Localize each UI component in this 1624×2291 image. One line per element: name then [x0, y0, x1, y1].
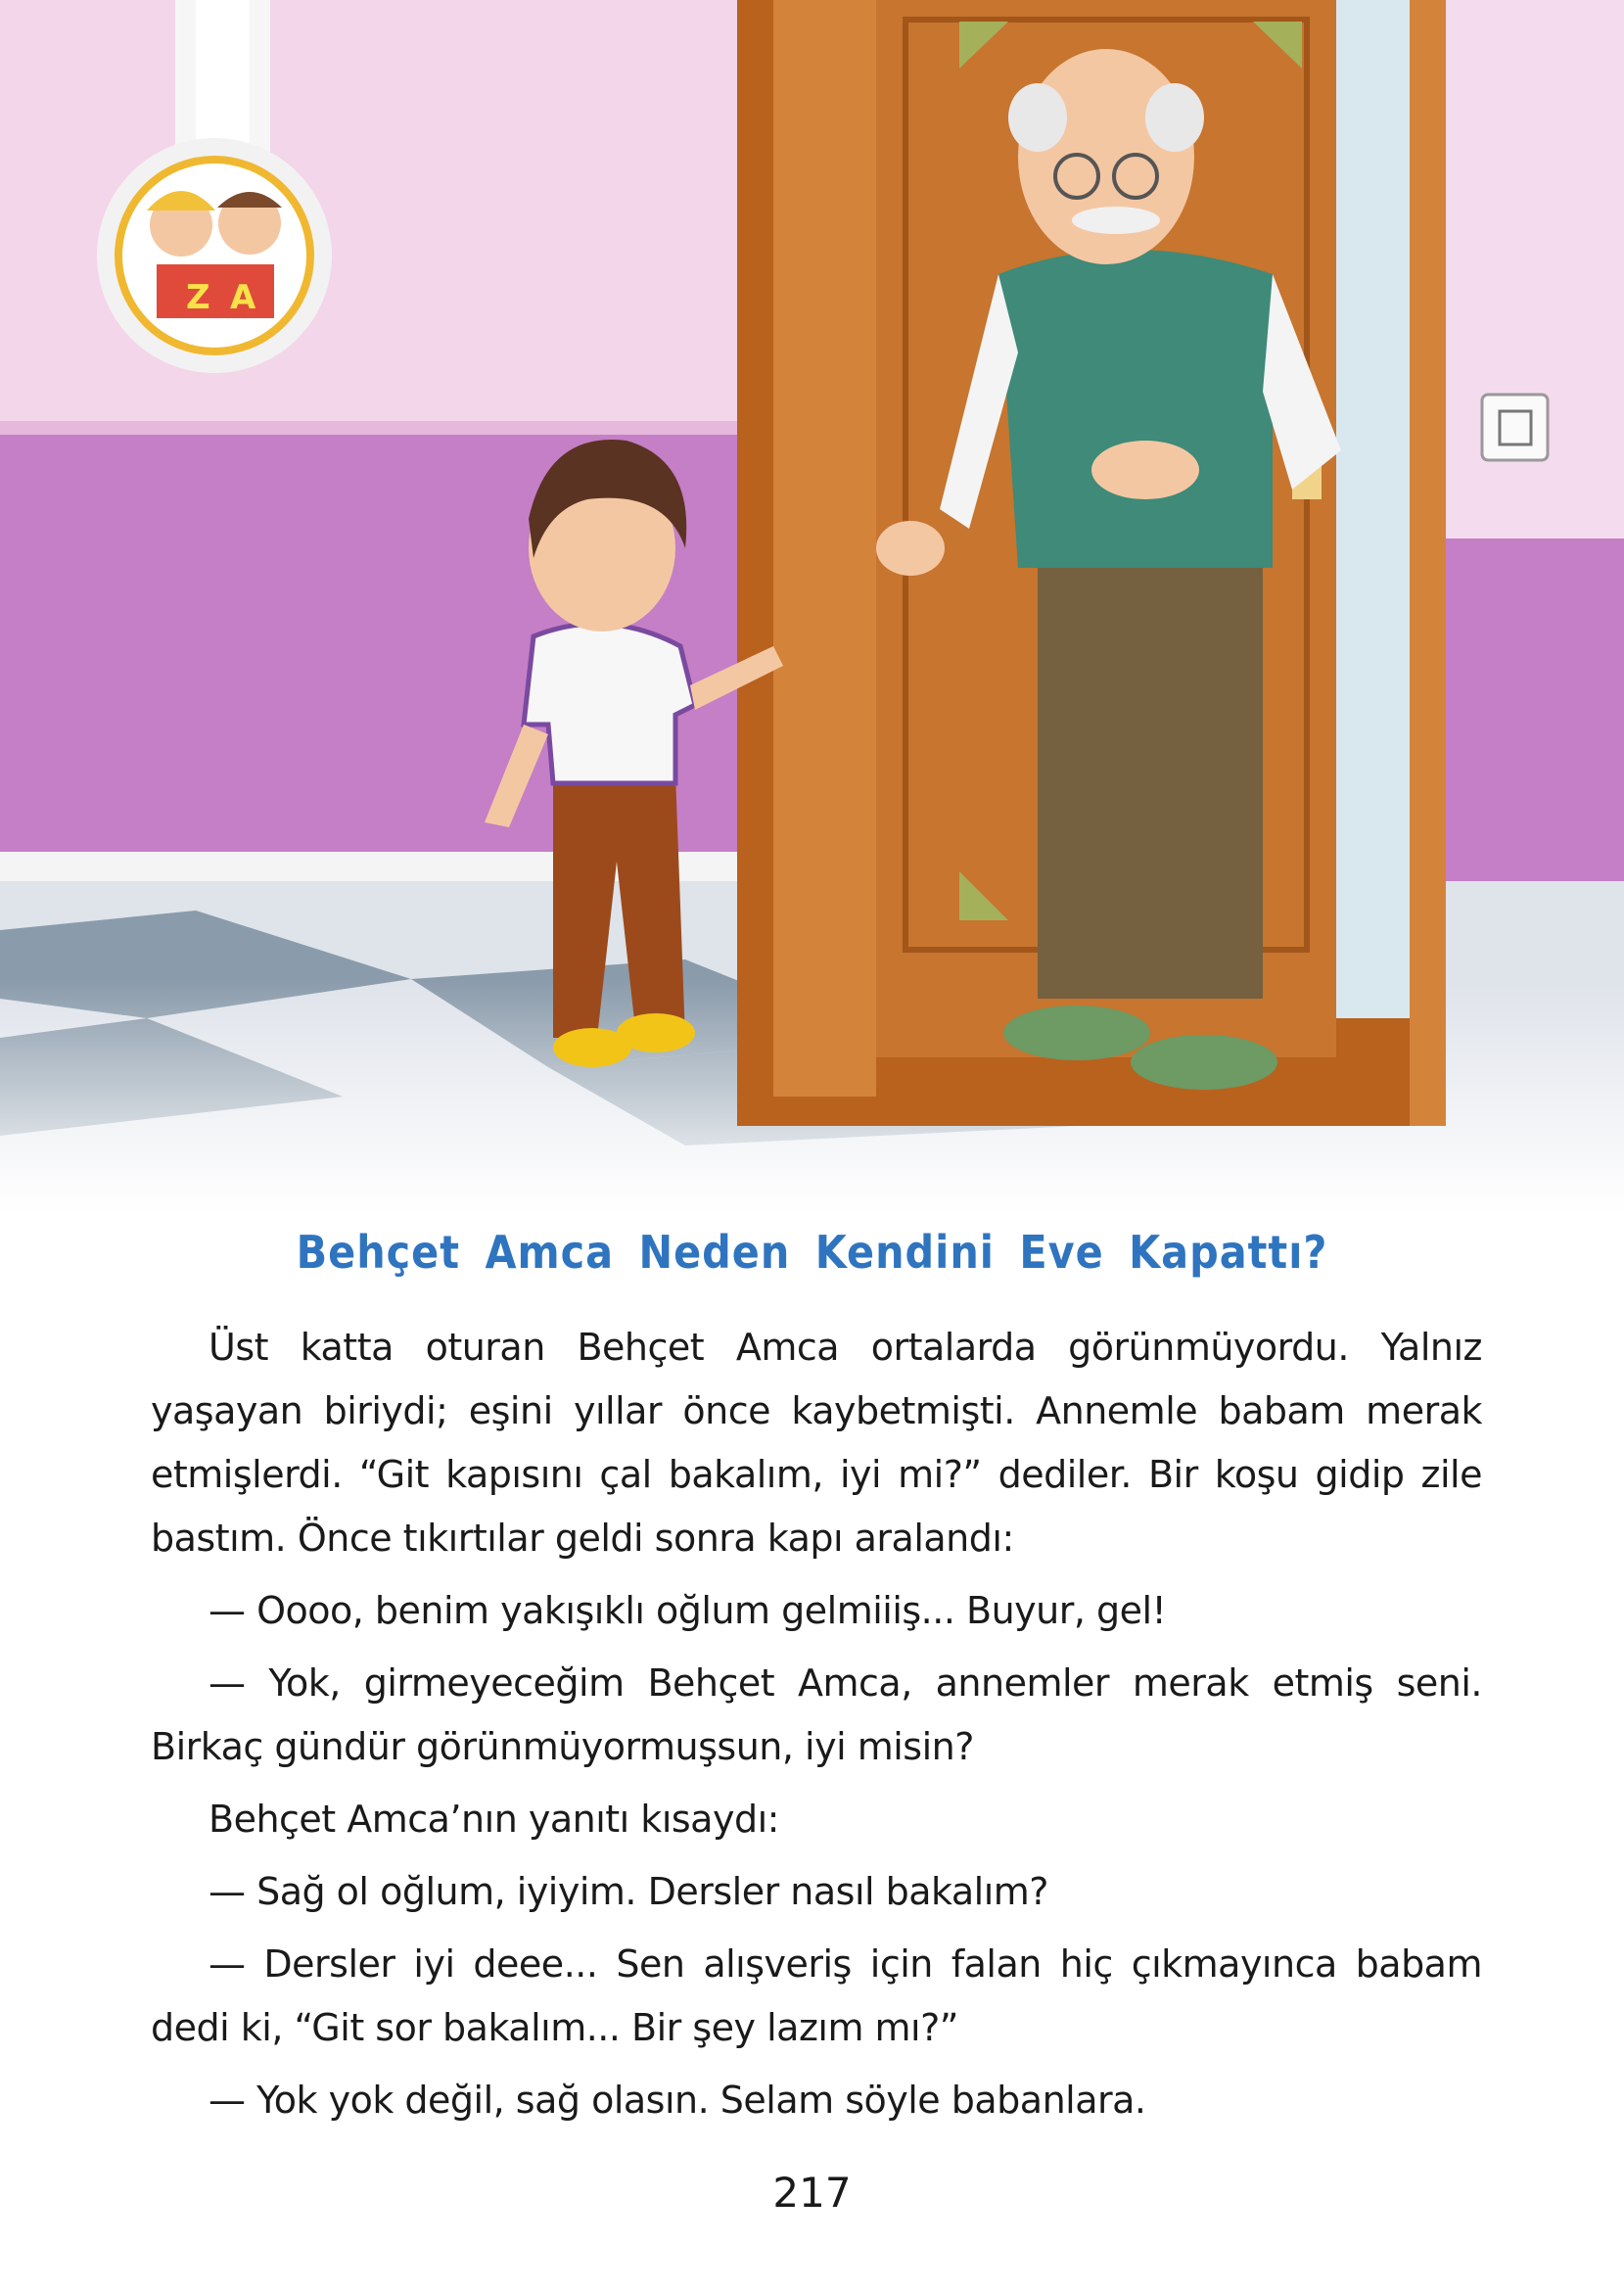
svg-text:A: A	[230, 278, 256, 317]
page-number: 217	[772, 2169, 852, 2217]
dialogue-line: — Oooo, benim yakışıklı oğlum gelmiiiş... Buyur, gel!	[209, 1589, 1167, 1632]
dialogue-line: — Yok, girmeyeceğim Behçet Amca, annemler merak etmiş seni. Birkaç gündür görünmüyormuşsun, iyi misin?	[151, 1661, 1482, 1768]
dialogue-line: — Dersler iyi deee... Sen alışveriş için falan hiç çıkmayınca babam dedi ki, “Git sor bakalım... Bir şey lazım mı?”	[151, 1942, 1482, 2049]
dialogue-line: — Sağ ol oğlum, iyiyim. Dersler nasıl bakalım?	[209, 1870, 1048, 1913]
story-body	[151, 1316, 1482, 2141]
dialogue-line: — Yok yok değil, sağ olasın. Selam söyle babanlara.	[209, 2079, 1146, 2122]
story-title: Behçet Amca Neden Kendini Eve Kapattı?	[296, 1226, 1328, 1279]
story-paragraph: Behçet Amca’nın yanıtı kısaydı:	[209, 1798, 779, 1841]
svg-text:Z: Z	[186, 278, 210, 317]
story-paragraph: Üst katta oturan Behçet Amca ortalarda görünmüyordu. Yalnız yaşayan biriydi; eşini yıllar önce kaybetmişti. Annemle babam merak etmişlerdi. “Git kapısını çal bakalım, iyi mi?” dediler. Bir koşu gidip zile bastım. Önce tıkırtılar geldi sonra kapı aralandı:	[151, 1326, 1482, 1560]
light-switch-icon	[1482, 395, 1548, 460]
